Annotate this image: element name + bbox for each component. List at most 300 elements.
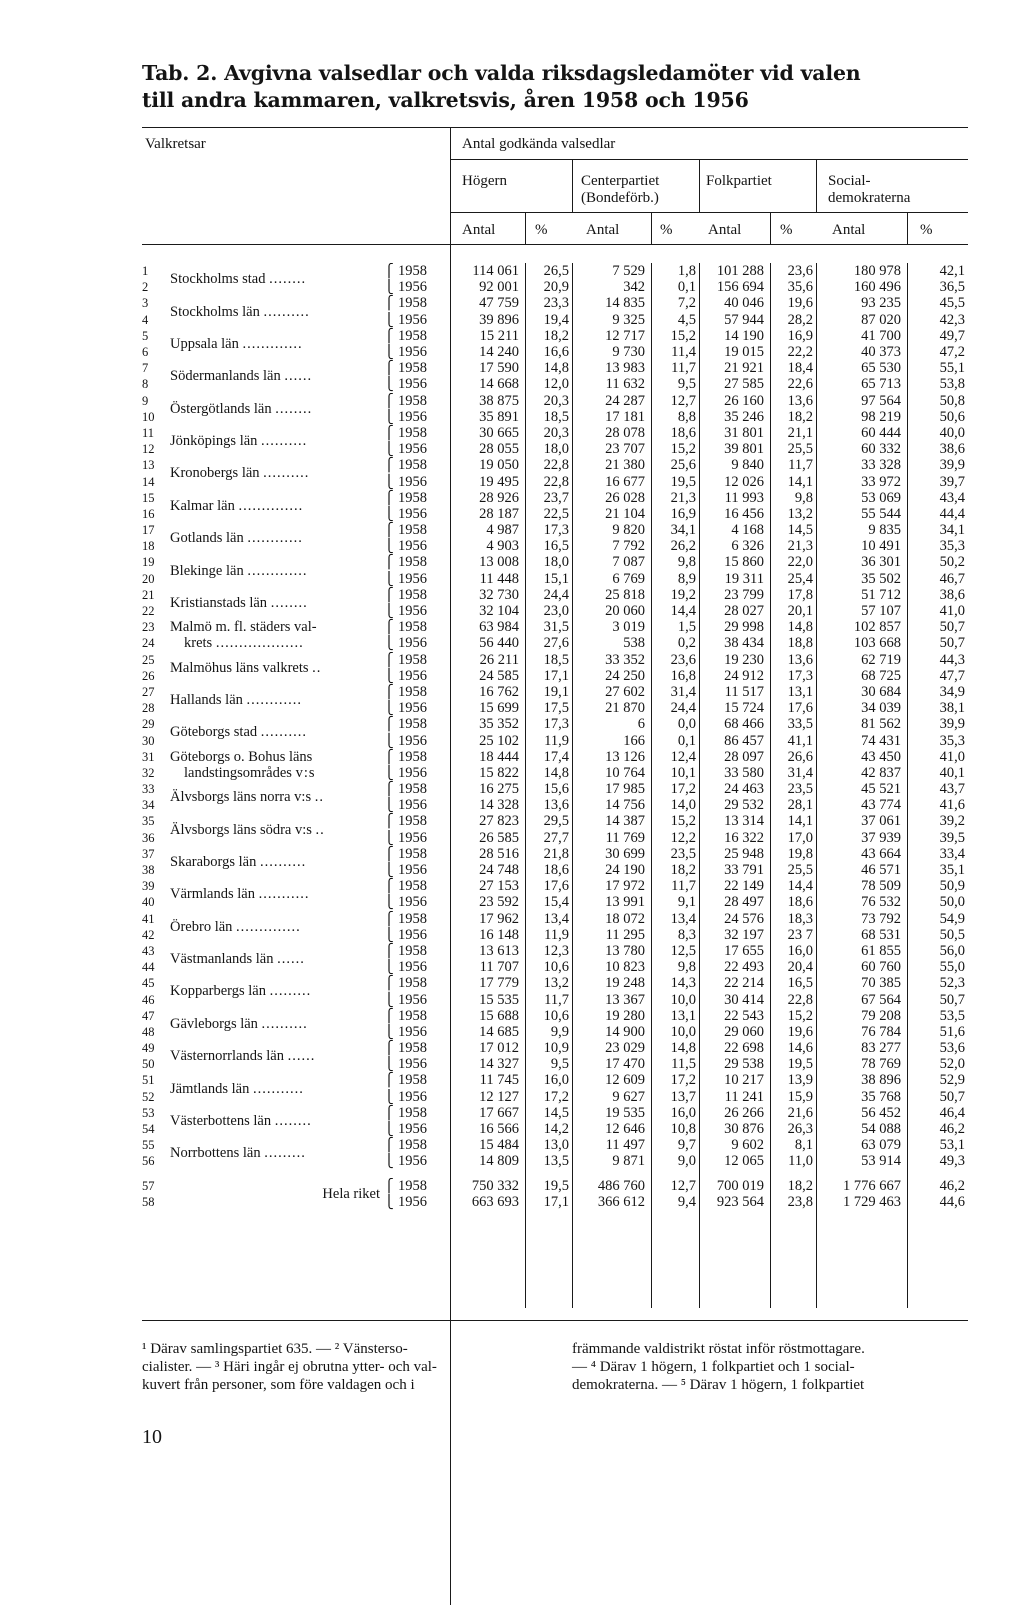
hogern-antal: 92 001 bbox=[479, 279, 519, 296]
district-name bbox=[170, 328, 380, 360]
folk-pct: 11,0 bbox=[788, 1153, 813, 1170]
center-antal: 11 769 bbox=[605, 829, 645, 846]
hogern-antal: 663 693 bbox=[471, 1193, 519, 1210]
hogern-pct: 14,8 bbox=[543, 764, 569, 781]
folk-antal: 29 532 bbox=[724, 797, 764, 814]
folk-antal: 16 456 bbox=[724, 505, 764, 522]
folk-antal: 4 168 bbox=[731, 522, 764, 539]
leader-dots: .. bbox=[314, 789, 324, 806]
folk-antal: 12 026 bbox=[724, 473, 764, 490]
subheader-antal-folk: Antal bbox=[708, 222, 742, 238]
folk-antal: 25 948 bbox=[724, 845, 764, 862]
row-number: 24 bbox=[142, 636, 155, 651]
header-bottom-rule bbox=[142, 244, 968, 245]
folk-antal: 9 602 bbox=[731, 1137, 764, 1154]
hogern-pct: 13,0 bbox=[543, 1137, 569, 1154]
year-label: 1958 bbox=[398, 1104, 427, 1121]
row-number: 3 bbox=[142, 296, 149, 311]
hogern-antal: 11 745 bbox=[479, 1072, 519, 1089]
soc-antal: 40 373 bbox=[861, 344, 901, 361]
folk-pct: 21,1 bbox=[787, 424, 813, 441]
leader-dots: .......... bbox=[259, 853, 307, 870]
leader-dots: .......... bbox=[261, 1015, 308, 1032]
center-antal: 23 707 bbox=[605, 441, 645, 458]
center-pct: 15,2 bbox=[670, 813, 696, 830]
district-label: Älvsborgs läns södra v:s bbox=[170, 821, 312, 838]
hogern-pct: 12,3 bbox=[543, 942, 569, 959]
hogern-antal: 39 896 bbox=[479, 311, 519, 328]
brace: ⎧ bbox=[384, 683, 394, 699]
center-antal: 7 087 bbox=[612, 554, 645, 571]
soc-pct: 39,9 bbox=[939, 457, 965, 474]
leader-dots: ............. bbox=[247, 562, 308, 579]
year-label: 1958 bbox=[398, 813, 427, 830]
year-label: 1956 bbox=[398, 344, 427, 361]
soc-antal: 43 664 bbox=[861, 845, 901, 862]
district-label: Örebro län bbox=[170, 918, 233, 935]
hogern-pct: 27,6 bbox=[543, 635, 569, 652]
folk-pct: 35,6 bbox=[787, 279, 813, 296]
soc-pct: 53,1 bbox=[939, 1137, 965, 1154]
center-pct: 11,4 bbox=[671, 344, 696, 361]
row-number: 34 bbox=[142, 798, 155, 813]
center-antal: 12 646 bbox=[605, 1121, 645, 1138]
soc-antal: 160 496 bbox=[853, 279, 901, 296]
soc-antal: 9 835 bbox=[868, 522, 901, 539]
soc-pct: 50,5 bbox=[939, 926, 965, 943]
row-number: 41 bbox=[142, 911, 155, 926]
hogern-antal: 28 055 bbox=[479, 441, 519, 458]
center-pct: 14,4 bbox=[670, 603, 696, 620]
year-label: 1956 bbox=[398, 991, 427, 1008]
center-antal: 10 764 bbox=[605, 764, 645, 781]
center-antal: 25 818 bbox=[605, 586, 645, 603]
soc-antal: 30 684 bbox=[861, 683, 901, 700]
row-number: 42 bbox=[142, 927, 155, 942]
center-antal: 366 612 bbox=[597, 1193, 645, 1210]
soc-pct: 47,2 bbox=[939, 344, 965, 361]
district-label: Östergötlands län bbox=[170, 400, 272, 417]
folk-pct: 22,0 bbox=[787, 554, 813, 571]
district-label: Uppsala län bbox=[170, 335, 239, 352]
district-label: Stockholms län bbox=[170, 303, 260, 320]
row-number: 5 bbox=[142, 328, 149, 343]
hogern-antal: 17 667 bbox=[479, 1104, 519, 1121]
brace: ⎧ bbox=[384, 1137, 394, 1153]
row-number: 31 bbox=[142, 749, 155, 764]
folk-antal: 28 497 bbox=[724, 894, 764, 911]
row-number: 55 bbox=[142, 1138, 155, 1153]
sub-vline-4 bbox=[907, 213, 908, 244]
year-label: 1958 bbox=[398, 878, 427, 895]
header-hogern: Högern bbox=[462, 173, 507, 189]
center-antal: 9 871 bbox=[612, 1153, 645, 1170]
center-pct: 13,4 bbox=[670, 910, 696, 927]
district-name bbox=[170, 943, 380, 975]
soc-antal: 102 857 bbox=[853, 619, 901, 636]
brace: ⎧ bbox=[384, 942, 394, 958]
year-label: 1956 bbox=[398, 1193, 427, 1210]
folk-pct: 18,2 bbox=[787, 408, 813, 425]
hogern-antal: 16 148 bbox=[479, 926, 519, 943]
leader-dots: ........ bbox=[270, 594, 308, 611]
folk-pct: 21,6 bbox=[787, 1104, 813, 1121]
leader-dots: .......... bbox=[260, 724, 308, 741]
year-label: 1958 bbox=[398, 1007, 427, 1024]
soc-antal: 65 530 bbox=[861, 360, 901, 377]
year-label: 1956 bbox=[398, 603, 427, 620]
folk-antal: 6 326 bbox=[731, 538, 764, 555]
year-label: 1958 bbox=[398, 1040, 427, 1057]
center-pct: 23,6 bbox=[670, 651, 696, 668]
folk-antal: 23 799 bbox=[724, 586, 764, 603]
row-number: 11 bbox=[142, 425, 155, 440]
footnote-right-line-3: demokraterna. — ⁵ Därav 1 högern, 1 folkpartiet bbox=[572, 1377, 865, 1393]
soc-pct: 41,0 bbox=[939, 603, 965, 620]
hogern-antal: 13 613 bbox=[479, 942, 519, 959]
brace: ⎩ bbox=[384, 1056, 394, 1072]
hogern-antal: 14 668 bbox=[479, 376, 519, 393]
center-antal: 166 bbox=[623, 732, 645, 749]
brace: ⎧ bbox=[384, 878, 394, 894]
folk-pct: 19,6 bbox=[787, 295, 813, 312]
row-number: 4 bbox=[142, 312, 149, 327]
district-label: Kronobergs län bbox=[170, 465, 260, 482]
district-name bbox=[170, 765, 380, 781]
hogern-pct: 31,5 bbox=[543, 619, 569, 636]
title-line-1: Tab. 2. Avgivna valsedlar och valda riksdagsledamöter vid valen bbox=[142, 61, 861, 85]
year-label: 1958 bbox=[398, 1072, 427, 1089]
folk-antal: 22 214 bbox=[724, 975, 764, 992]
center-pct: 34,1 bbox=[670, 522, 696, 539]
folk-antal: 14 190 bbox=[724, 327, 764, 344]
year-label: 1958 bbox=[398, 392, 427, 409]
hogern-antal: 15 688 bbox=[479, 1007, 519, 1024]
leader-dots: ...... bbox=[284, 368, 313, 385]
soc-antal: 51 712 bbox=[861, 586, 901, 603]
hogern-antal: 19 050 bbox=[479, 457, 519, 474]
row-number: 8 bbox=[142, 377, 149, 392]
footnote-right-line-1: främmande valdistrikt röstat inför röstmottagare. bbox=[572, 1341, 865, 1357]
hogern-pct: 9,9 bbox=[550, 1023, 569, 1040]
folk-pct: 16,0 bbox=[787, 942, 813, 959]
center-antal: 14 756 bbox=[605, 797, 645, 814]
leader-dots: ...... bbox=[287, 1048, 316, 1065]
row-number: 25 bbox=[142, 652, 155, 667]
hogern-pct: 16,5 bbox=[543, 538, 569, 555]
soc-antal: 68 725 bbox=[861, 667, 901, 684]
soc-pct: 54,9 bbox=[939, 910, 965, 927]
soc-antal: 74 431 bbox=[861, 732, 901, 749]
hogern-pct: 23,0 bbox=[543, 603, 569, 620]
leader-dots: ......... bbox=[264, 1145, 306, 1162]
hogern-antal: 11 448 bbox=[479, 570, 519, 587]
hogern-pct: 13,4 bbox=[543, 910, 569, 927]
year-label: 1958 bbox=[398, 1177, 427, 1194]
table-row bbox=[142, 975, 968, 991]
year-label: 1958 bbox=[398, 975, 427, 992]
folk-antal: 33 580 bbox=[724, 764, 764, 781]
row-number: 6 bbox=[142, 345, 149, 360]
row-number: 7 bbox=[142, 361, 149, 376]
brace: ⎩ bbox=[384, 1121, 394, 1137]
table-row bbox=[142, 1137, 968, 1153]
leader-dots: ........ bbox=[269, 271, 307, 288]
folk-pct: 13,6 bbox=[787, 392, 813, 409]
soc-pct: 39,5 bbox=[939, 829, 965, 846]
brace: ⎧ bbox=[384, 360, 394, 376]
folk-pct: 28,1 bbox=[787, 797, 813, 814]
brace: ⎩ bbox=[384, 408, 394, 424]
row-number: 23 bbox=[142, 620, 155, 635]
year-label: 1958 bbox=[398, 651, 427, 668]
hogern-pct: 11,7 bbox=[544, 991, 569, 1008]
center-pct: 14,3 bbox=[670, 975, 696, 992]
year-label: 1956 bbox=[398, 894, 427, 911]
center-antal: 6 bbox=[637, 716, 645, 733]
brace: ⎩ bbox=[384, 894, 394, 910]
district-name bbox=[170, 878, 380, 910]
brace: ⎩ bbox=[384, 311, 394, 327]
hogern-antal: 15 822 bbox=[479, 764, 519, 781]
folk-pct: 14,1 bbox=[787, 473, 813, 490]
folk-pct: 21,3 bbox=[787, 538, 813, 555]
year-label: 1956 bbox=[398, 538, 427, 555]
folk-antal: 12 065 bbox=[724, 1153, 764, 1170]
hogern-antal: 38 875 bbox=[479, 392, 519, 409]
year-label: 1956 bbox=[398, 667, 427, 684]
footnote-rule bbox=[142, 1320, 968, 1321]
hogern-pct: 14,5 bbox=[543, 1104, 569, 1121]
hogern-pct: 26,5 bbox=[543, 263, 569, 280]
hogern-pct: 15,6 bbox=[543, 781, 569, 798]
center-antal: 17 470 bbox=[605, 1056, 645, 1073]
district-label: Älvsborgs läns norra v:s bbox=[170, 789, 312, 806]
center-antal: 13 126 bbox=[605, 748, 645, 765]
folk-pct: 9,8 bbox=[794, 489, 813, 506]
folk-antal: 11 993 bbox=[724, 489, 764, 506]
table-row bbox=[142, 878, 968, 894]
row-number: 50 bbox=[142, 1057, 155, 1072]
center-pct: 21,3 bbox=[670, 489, 696, 506]
table-row bbox=[142, 457, 968, 473]
center-pct: 14,8 bbox=[670, 1040, 696, 1057]
leader-dots: ........ bbox=[274, 1112, 312, 1129]
hogern-antal: 32 730 bbox=[479, 586, 519, 603]
brace: ⎧ bbox=[384, 522, 394, 538]
center-pct: 18,2 bbox=[670, 862, 696, 879]
folk-pct: 13,1 bbox=[787, 683, 813, 700]
brace: ⎧ bbox=[384, 975, 394, 991]
soc-pct: 51,6 bbox=[939, 1023, 965, 1040]
district-label: Gotlands län bbox=[170, 530, 244, 547]
hogern-pct: 17,6 bbox=[543, 878, 569, 895]
center-antal: 9 627 bbox=[612, 1088, 645, 1105]
soc-antal: 60 444 bbox=[861, 424, 901, 441]
year-label: 1956 bbox=[398, 408, 427, 425]
brace: ⎩ bbox=[384, 764, 394, 780]
center-antal: 18 072 bbox=[605, 910, 645, 927]
center-pct: 24,4 bbox=[670, 700, 696, 717]
soc-antal: 53 914 bbox=[861, 1153, 901, 1170]
year-label: 1958 bbox=[398, 263, 427, 280]
folk-pct: 20,4 bbox=[787, 959, 813, 976]
district-name bbox=[170, 716, 380, 748]
brace: ⎩ bbox=[384, 376, 394, 392]
brace: ⎧ bbox=[384, 716, 394, 732]
row-number: 47 bbox=[142, 1008, 155, 1023]
footnotes-left bbox=[142, 1340, 437, 1394]
district-label: Västernorrlands län bbox=[170, 1048, 284, 1065]
row-number: 28 bbox=[142, 701, 155, 716]
soc-antal: 36 301 bbox=[861, 554, 901, 571]
center-pct: 9,1 bbox=[677, 894, 696, 911]
center-pct: 9,0 bbox=[677, 1153, 696, 1170]
hogern-antal: 114 061 bbox=[472, 263, 519, 280]
soc-antal: 42 837 bbox=[861, 764, 901, 781]
row-number: 53 bbox=[142, 1105, 155, 1120]
center-antal: 486 760 bbox=[597, 1177, 645, 1194]
center-pct: 9,4 bbox=[677, 1193, 696, 1210]
district-name bbox=[170, 587, 380, 619]
folk-pct: 17,3 bbox=[787, 667, 813, 684]
center-pct: 7,2 bbox=[677, 295, 696, 312]
folk-pct: 18,3 bbox=[787, 910, 813, 927]
district-label: Skaraborgs län bbox=[170, 853, 257, 870]
row-number: 54 bbox=[142, 1122, 155, 1137]
year-label: 1956 bbox=[398, 764, 427, 781]
district-label: Jönköpings län bbox=[170, 433, 258, 450]
folk-antal: 26 160 bbox=[724, 392, 764, 409]
brace: ⎧ bbox=[384, 1007, 394, 1023]
district-name bbox=[170, 975, 380, 1007]
folk-pct: 19,5 bbox=[787, 1056, 813, 1073]
hogern-pct: 17,2 bbox=[543, 1088, 569, 1105]
brace: ⎩ bbox=[384, 797, 394, 813]
year-label: 1958 bbox=[398, 942, 427, 959]
district-name bbox=[170, 1008, 380, 1040]
center-pct: 18,6 bbox=[670, 424, 696, 441]
brace: ⎩ bbox=[384, 829, 394, 845]
leader-dots: ......... bbox=[269, 983, 312, 1000]
soc-antal: 54 088 bbox=[861, 1121, 901, 1138]
hogern-antal: 35 352 bbox=[479, 716, 519, 733]
soc-pct: 50,0 bbox=[939, 894, 965, 911]
folk-antal: 24 912 bbox=[724, 667, 764, 684]
hogern-pct: 15,1 bbox=[543, 570, 569, 587]
row-number: 1 bbox=[142, 264, 149, 279]
table-row bbox=[142, 1178, 968, 1194]
center-antal: 12 717 bbox=[605, 327, 645, 344]
soc-pct: 41,0 bbox=[939, 748, 965, 765]
hogern-pct: 12,0 bbox=[543, 376, 569, 393]
district-name bbox=[170, 393, 380, 425]
soc-pct: 49,7 bbox=[939, 327, 965, 344]
folk-antal: 28 097 bbox=[724, 748, 764, 765]
district-name bbox=[170, 490, 380, 522]
folk-pct: 25,4 bbox=[787, 570, 813, 587]
leader-dots: v:s bbox=[295, 764, 316, 781]
soc-antal: 37 939 bbox=[861, 829, 901, 846]
folk-antal: 24 463 bbox=[724, 781, 764, 798]
results-table bbox=[142, 263, 968, 1210]
soc-antal: 67 564 bbox=[861, 991, 901, 1008]
folk-pct: 19,6 bbox=[787, 1023, 813, 1040]
subheader-pct-center: % bbox=[660, 222, 673, 238]
leader-dots: ...... bbox=[277, 951, 305, 968]
center-antal: 9 730 bbox=[612, 344, 645, 361]
row-number: 10 bbox=[142, 409, 155, 424]
hogern-pct: 19,1 bbox=[543, 683, 569, 700]
center-antal: 538 bbox=[623, 635, 645, 652]
footnotes-right bbox=[572, 1340, 865, 1394]
hogern-antal: 28 187 bbox=[479, 505, 519, 522]
hogern-antal: 12 127 bbox=[479, 1088, 519, 1105]
soc-pct: 39,2 bbox=[939, 813, 965, 830]
folk-antal: 38 434 bbox=[724, 635, 764, 652]
center-antal: 27 602 bbox=[605, 683, 645, 700]
soc-antal: 98 219 bbox=[861, 408, 901, 425]
hogern-pct: 15,4 bbox=[543, 894, 569, 911]
brace: ⎩ bbox=[384, 603, 394, 619]
folk-antal: 57 944 bbox=[724, 311, 764, 328]
center-antal: 342 bbox=[623, 279, 645, 296]
row-number: 12 bbox=[142, 442, 155, 457]
table-row bbox=[142, 749, 968, 765]
center-pct: 9,8 bbox=[677, 959, 696, 976]
hogern-pct: 16,0 bbox=[543, 1072, 569, 1089]
leader-dots: ............ bbox=[246, 692, 303, 709]
hogern-antal: 13 008 bbox=[479, 554, 519, 571]
table-row bbox=[142, 781, 968, 797]
header-centerpartiet: Centerpartiet bbox=[581, 173, 660, 189]
folk-pct: 22,6 bbox=[787, 376, 813, 393]
district-name bbox=[170, 846, 380, 878]
brace: ⎧ bbox=[384, 295, 394, 311]
row-number: 15 bbox=[142, 490, 155, 505]
hogern-antal: 35 891 bbox=[479, 408, 519, 425]
hogern-pct: 17,5 bbox=[543, 700, 569, 717]
soc-antal: 1 776 667 bbox=[843, 1177, 901, 1194]
brace: ⎩ bbox=[384, 991, 394, 1007]
center-antal: 13 991 bbox=[605, 894, 645, 911]
brace: ⎩ bbox=[384, 473, 394, 489]
folk-antal: 11 241 bbox=[724, 1088, 764, 1105]
soc-pct: 36,5 bbox=[939, 279, 965, 296]
year-label: 1958 bbox=[398, 683, 427, 700]
folk-pct: 13,9 bbox=[787, 1072, 813, 1089]
brace: ⎩ bbox=[384, 862, 394, 878]
hogern-antal: 32 104 bbox=[479, 603, 519, 620]
soc-antal: 93 235 bbox=[861, 295, 901, 312]
folk-pct: 15,9 bbox=[787, 1088, 813, 1105]
table-row bbox=[142, 328, 968, 344]
center-pct: 11,5 bbox=[671, 1056, 696, 1073]
soc-pct: 50,7 bbox=[939, 1088, 965, 1105]
row-number: 16 bbox=[142, 506, 155, 521]
folk-pct: 26,3 bbox=[787, 1121, 813, 1138]
hogern-pct: 18,0 bbox=[543, 554, 569, 571]
brace: ⎩ bbox=[384, 667, 394, 683]
year-label: 1958 bbox=[398, 457, 427, 474]
top-rule bbox=[142, 127, 968, 128]
hogern-antal: 14 328 bbox=[479, 797, 519, 814]
leader-dots: .......... bbox=[263, 465, 310, 482]
folk-pct: 17,6 bbox=[787, 700, 813, 717]
district-label: Jämtlands län bbox=[170, 1080, 250, 1097]
hogern-pct: 24,4 bbox=[543, 586, 569, 603]
center-antal: 21 380 bbox=[605, 457, 645, 474]
